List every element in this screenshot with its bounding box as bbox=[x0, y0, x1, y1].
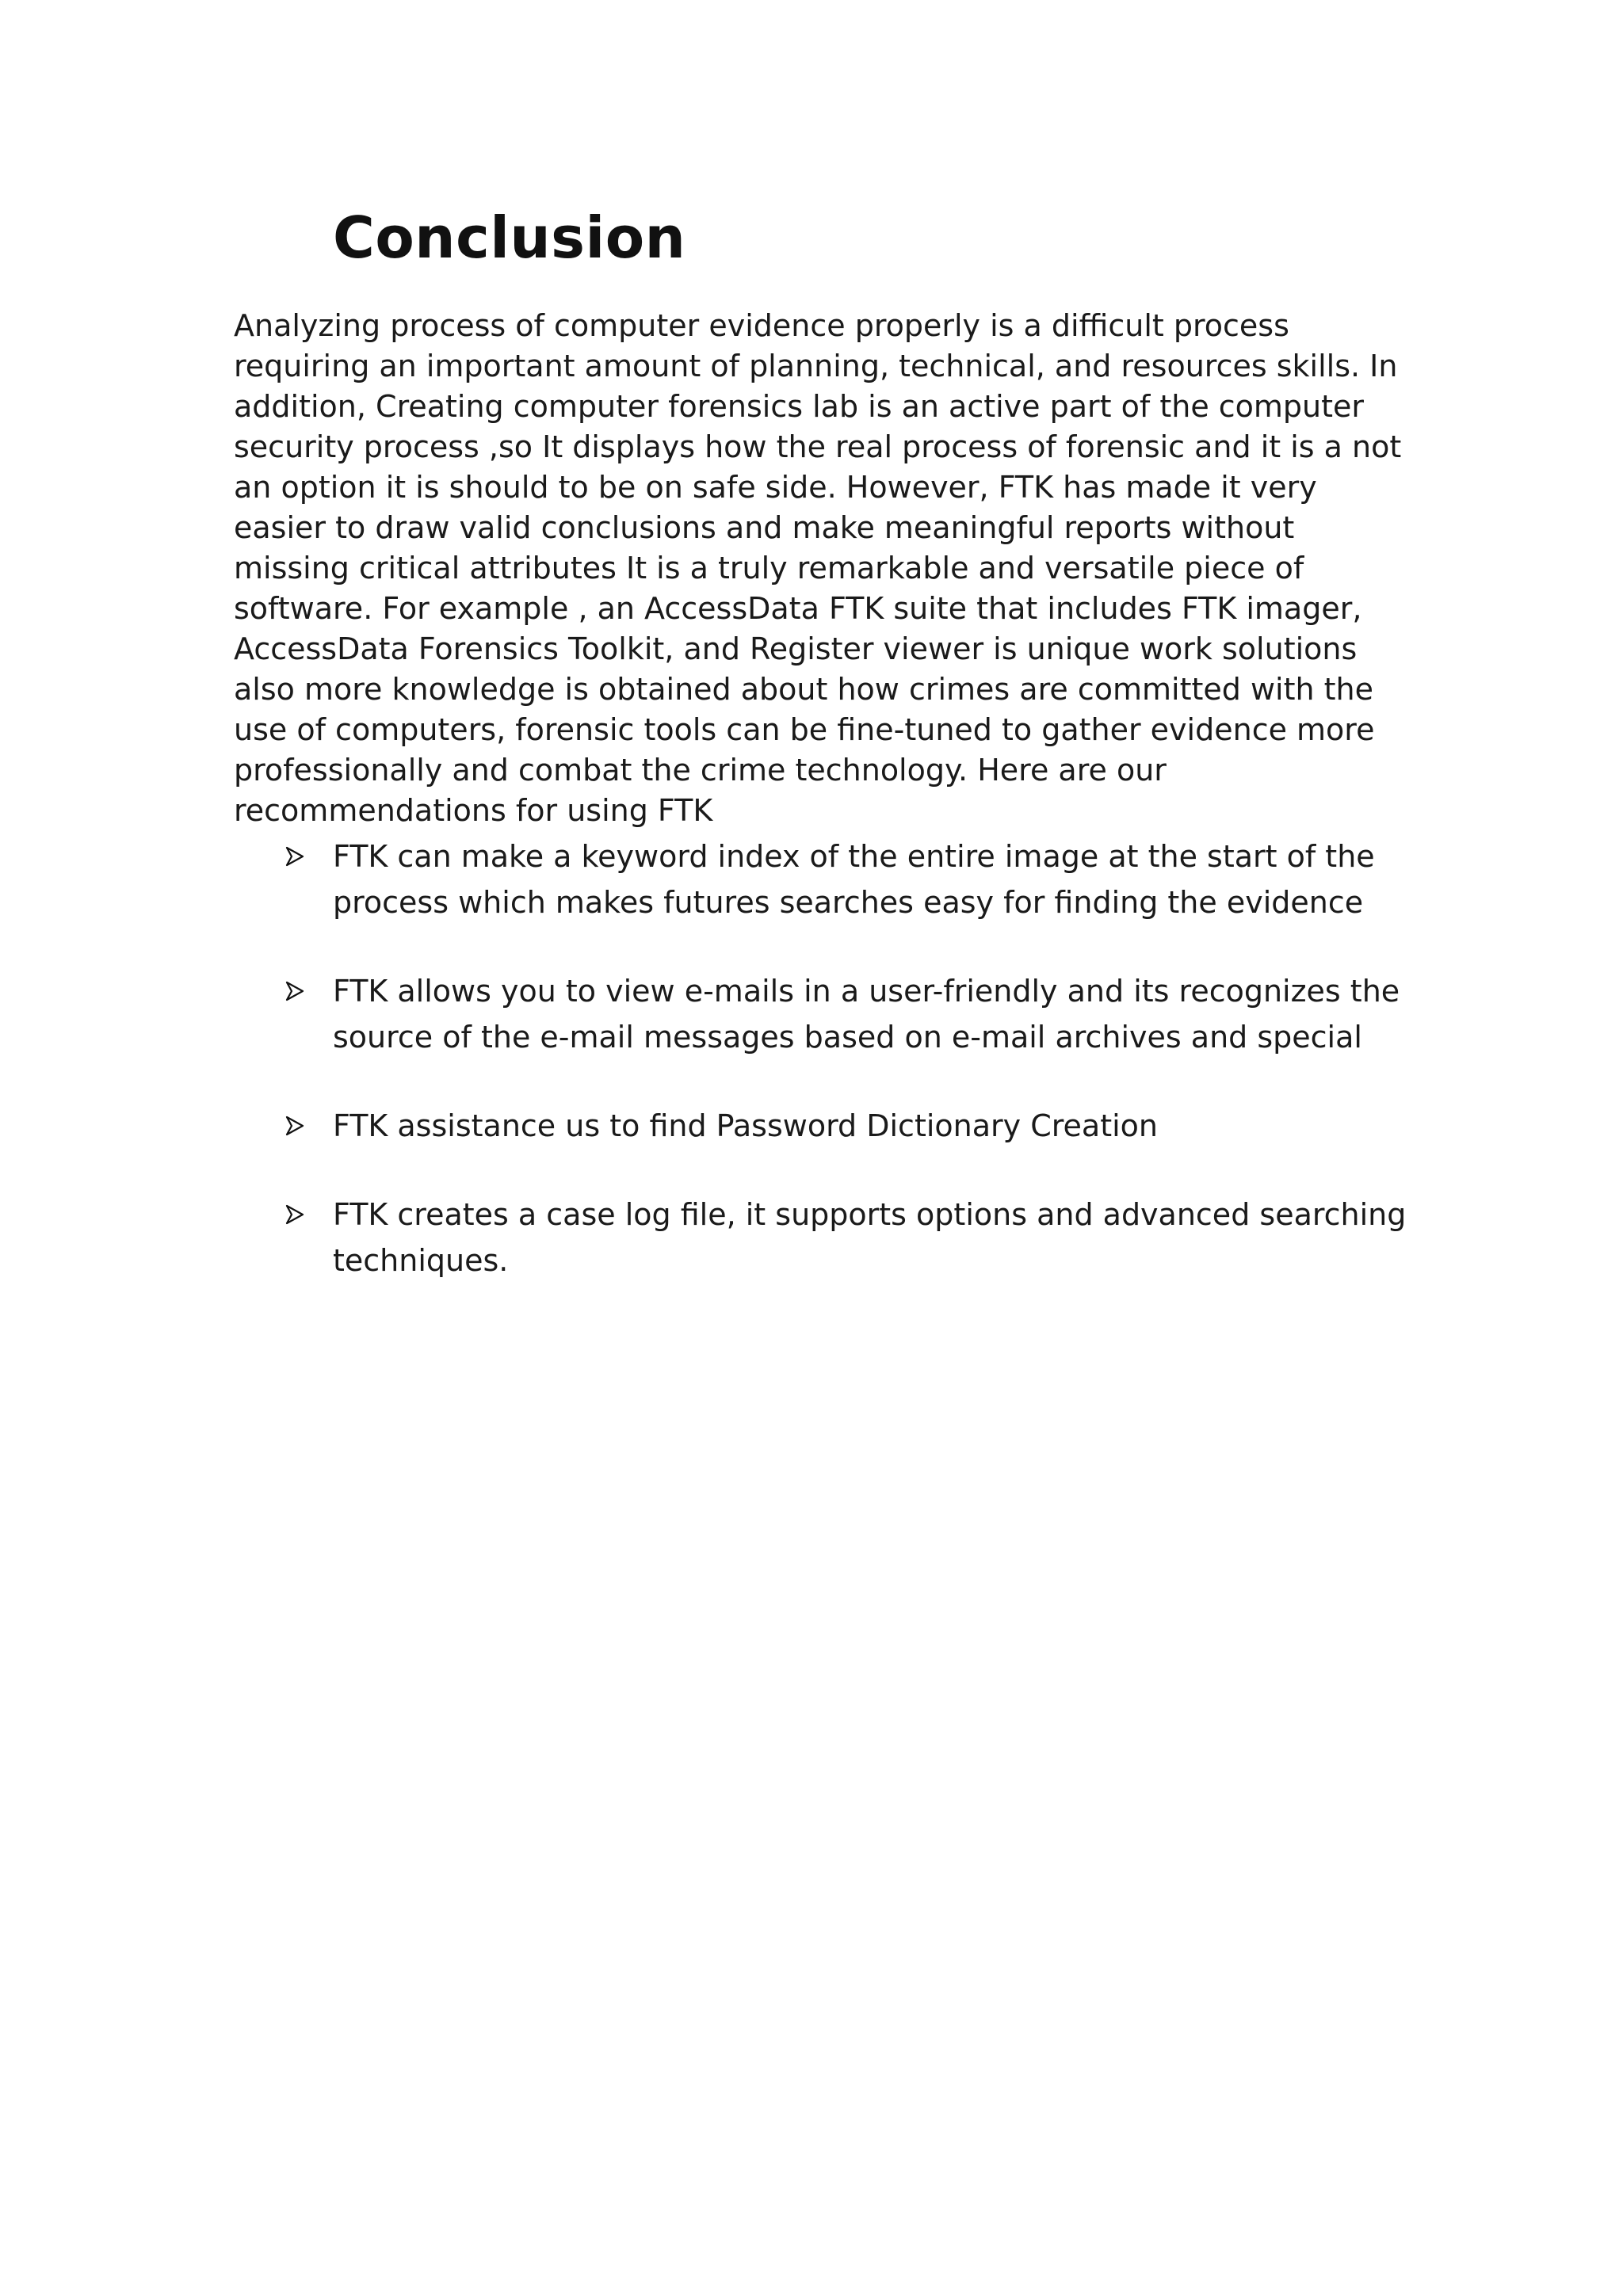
list-item-text: FTK creates a case log file, it supports options and advanced searching techniques. bbox=[333, 1197, 1407, 1278]
list-item-text: FTK assistance us to find Password Dictionary Creation bbox=[333, 1108, 1158, 1143]
arrowhead-bullet-icon bbox=[285, 1103, 309, 1149]
arrowhead-bullet-icon bbox=[285, 833, 309, 879]
list-item-text: FTK can make a keyword index of the entire image at the start of the process which makes futures searches easy for finding the evidence bbox=[333, 839, 1375, 920]
arrowhead-bullet-icon bbox=[285, 968, 309, 1014]
page-title: Conclusion bbox=[333, 204, 686, 271]
intro-paragraph: Analyzing process of computer evidence properly is a difficult process requiring an important amount of planning, technical, and resources skills. In addition, Creating computer forensics lab is an active part of the computer security process ,so It displays how the real process of forensic and it is a not an option it is should to be on safe side. However, FTK has made it very easier to draw valid conclusions and make meaningful reports without missing critical attributes It is a truly remarkable and versatile piece of software. For example , an AccessData FTK suite that includes FTK imager, AccessData Forensics Toolkit, and Register viewer is unique work solutions also more knowledge is obtained about how crimes are committed with the use of computers, forensic tools can be fine-tuned to gather evidence more professionally and combat the crime technology. Here are our recommendations for using FTK bbox=[234, 308, 1402, 828]
list-item bbox=[285, 1192, 1415, 1283]
list-item bbox=[285, 1103, 1415, 1149]
list-item bbox=[285, 833, 1415, 925]
list-item-text: FTK allows you to view e-mails in a user-friendly and its recognizes the source of the e-mail messages based on e-mail archives and special bbox=[333, 974, 1400, 1055]
recommendation-list bbox=[285, 833, 1415, 1283]
list-item bbox=[285, 968, 1415, 1060]
arrowhead-bullet-icon bbox=[285, 1192, 309, 1238]
